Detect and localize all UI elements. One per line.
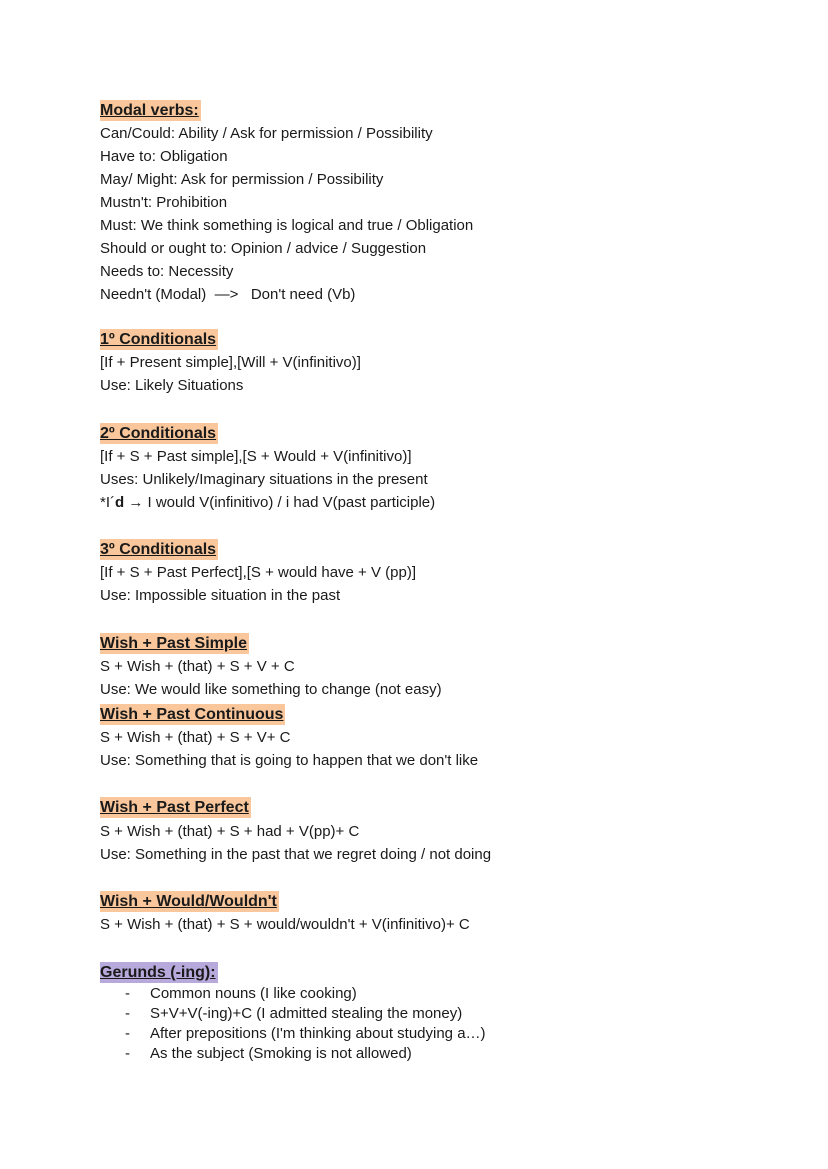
- bullet-marker: -: [125, 985, 130, 1002]
- gerunds-list-item: S+V+V(-ing)+C (I admitted stealing the money): [150, 1005, 463, 1022]
- note-bold: d: [115, 494, 125, 511]
- wish-past-simple-line: S + Wish + (that) + S + V + C: [100, 658, 295, 675]
- bullet-marker: -: [125, 1025, 130, 1042]
- first-conditional-line: Use: Likely Situations: [100, 377, 244, 394]
- second-conditional-line: [If + S + Past simple],[S + Would + V(infinitivo)]: [100, 448, 412, 465]
- bullet-marker: -: [125, 1005, 130, 1022]
- first-conditional-line: [If + Present simple],[Will + V(infinitivo)]: [100, 354, 361, 371]
- modal-line: Mustn't: Prohibition: [100, 194, 228, 211]
- wish-would-heading: Wish + Would/Wouldn't: [100, 893, 277, 910]
- gerunds-list-item: After prepositions (I'm thinking about studying a…): [150, 1025, 486, 1042]
- modal-line: Needs to: Necessity: [100, 263, 234, 280]
- wish-past-simple-heading: Wish + Past Simple: [100, 635, 248, 652]
- second-conditional-heading: 2º Conditionals: [100, 425, 217, 442]
- wish-past-perfect-heading: Wish + Past Perfect: [100, 799, 249, 816]
- wish-past-continuous-line: S + Wish + (that) + S + V+ C: [100, 729, 291, 746]
- wish-past-continuous-heading: Wish + Past Continuous: [100, 706, 284, 723]
- first-conditional-heading: 1º Conditionals: [100, 331, 217, 348]
- third-conditional-heading: 3º Conditionals: [100, 541, 217, 558]
- third-conditional-line: [If + S + Past Perfect],[S + would have + V (pp)]: [100, 564, 416, 581]
- wish-would-line: S + Wish + (that) + S + would/wouldn't + V(infinitivo)+ C: [100, 916, 470, 933]
- gerunds-heading: Gerunds (-ing):: [100, 964, 216, 981]
- wish-past-continuous-line: Use: Something that is going to happen that we don't like: [100, 752, 479, 769]
- wish-past-perfect-line: Use: Something in the past that we regret doing / not doing: [100, 846, 492, 863]
- modal-verbs-heading: Modal verbs:: [100, 102, 199, 119]
- gerunds-list-item: As the subject (Smoking is not allowed): [150, 1045, 412, 1062]
- bullet-marker: -: [125, 1045, 130, 1062]
- modal-line: Must: We think something is logical and true / Obligation: [100, 217, 474, 234]
- wish-past-perfect-line: S + Wish + (that) + S + had + V(pp)+ C: [100, 823, 360, 840]
- modal-line: Can/Could: Ability / Ask for permission / Possibility: [100, 125, 433, 142]
- second-conditional-line: Uses: Unlikely/Imaginary situations in the present: [100, 471, 428, 488]
- wish-past-simple-line: Use: We would like something to change (not easy): [100, 681, 442, 698]
- third-conditional-line: Use: Impossible situation in the past: [100, 587, 341, 604]
- modal-line: Needn't (Modal) —> Don't need (Vb): [100, 286, 356, 303]
- note-prefix: *I´: [100, 494, 115, 511]
- second-conditional-note: [100, 493, 435, 512]
- gerunds-list-item: Common nouns (I like cooking): [150, 985, 357, 1002]
- modal-line: May/ Might: Ask for permission / Possibility: [100, 171, 384, 188]
- modal-line: Have to: Obligation: [100, 148, 228, 165]
- modal-line: Should or ought to: Opinion / advice / Suggestion: [100, 240, 427, 257]
- note-rest: → I would V(infinitivo) / i had V(past participle): [124, 494, 436, 511]
